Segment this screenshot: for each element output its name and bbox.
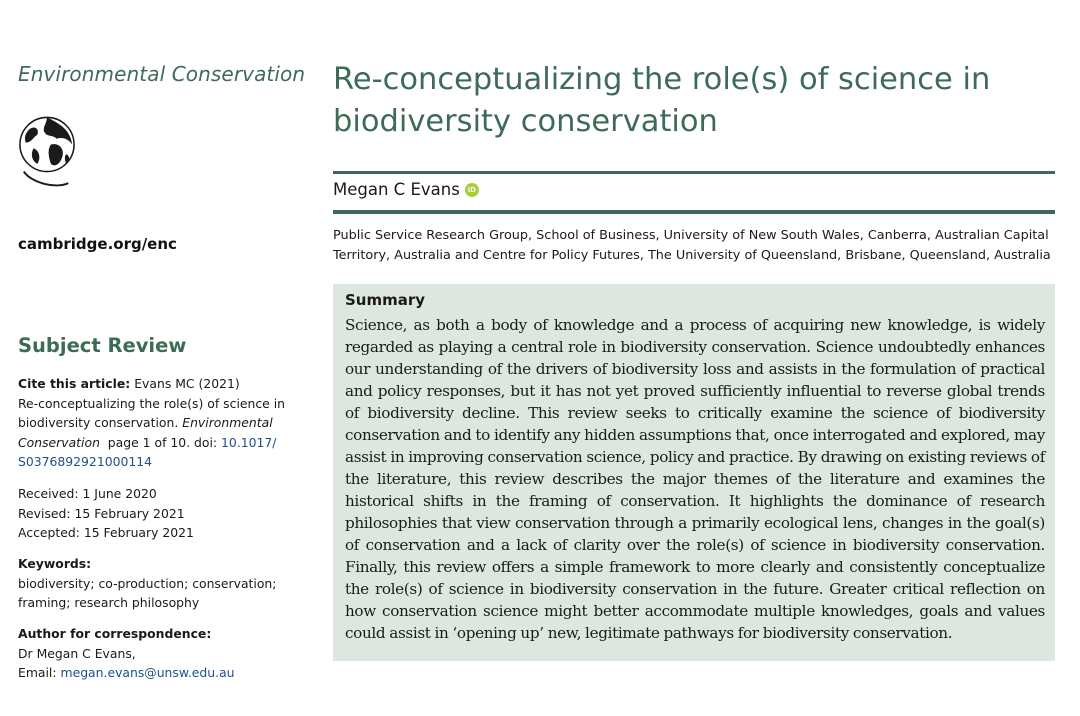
received-date: Received: 1 June 2020: [18, 486, 157, 501]
dates-block: [18, 484, 303, 543]
citation-journal-part1: Environmental: [182, 415, 273, 431]
citation-line1: Evans MC (2021): [134, 376, 240, 391]
accepted-date: Accepted: 15 February 2021: [18, 525, 194, 541]
keywords-line1: biodiversity; co-production; conservation;: [18, 575, 277, 591]
globe-icon: [18, 115, 76, 203]
citation-journal-part2: Conservation: [18, 434, 100, 450]
author-line: [333, 180, 479, 199]
doi-link-part1[interactable]: 10.1017/: [221, 434, 277, 450]
summary-text: Science, as both a body of knowledge and a process of acquiring new knowledge, is widely regarded as playing a central role in biodiversity conservation. Science undoubtedly enhances our understanding of the drivers of biodiversity loss and assists in the formulation of practical and policy responses, but it has not yet proved sufficiently influential to reverse global trends of biodiversity decline. This review seeks to critically examine the science of biodiversity conservation and to identify any hidden assumptions that, once interrogated and explored, may assist in improving conservation science, policy and practice. By drawing on existing reviews of the literature, this review describes the major themes of the literature and examines the historical shifts in the framing of conservation. It highlights the dominance of research philosophies that view conservation through a primarily ecological lens, changes in the goal(s) of conservation and a lack of clarity over the role(s) of science in biodiversity conservation. Finally, this review offers a simple framework to more clearly and consistently conceptualize the role(s) of science in biodiversity conservation in the future. Greater critical reflection on how conservation science might better accommodate multiple knowledges, goals and values could assist in ‘opening up’ new, legitimate pathways for biodiversity conservation.: [345, 316, 1045, 642]
keywords-line2: framing; research philosophy: [18, 595, 200, 611]
summary-heading: Summary: [345, 291, 426, 309]
email-link[interactable]: megan.evans@unsw.edu.au: [60, 665, 235, 681]
affiliation: Public Service Research Group, School of Business, University of New South Wales, Canberra, Australian Capital Territory, Australia and Centre for Policy Futures, The University of Queensland, Brisbane, Queensland, Australia: [333, 228, 1051, 263]
journal-url[interactable]: cambridge.org/enc: [18, 235, 177, 253]
correspondence-label: Author for correspondence:: [18, 626, 212, 641]
article-type: Subject Review: [18, 334, 187, 357]
orcid-icon[interactable]: iD: [465, 183, 479, 197]
keywords-label: Keywords:: [18, 556, 92, 571]
author-name[interactable]: Megan C Evans: [333, 180, 460, 199]
keywords-block: [18, 554, 303, 613]
journal-name: Environmental Conservation: [18, 62, 306, 86]
article-title: Re-conceptualizing the role(s) of science in biodiversity conservation: [333, 62, 991, 139]
title-divider: [333, 171, 1055, 174]
citation-label: Cite this article:: [18, 376, 131, 391]
citation-line3: biodiversity conservation.: [18, 415, 183, 431]
correspondence-block: [18, 624, 303, 683]
sidebar: [18, 62, 306, 681]
author-divider: [333, 210, 1055, 214]
citation-line2: Re-conceptualizing the role(s) of science in: [18, 395, 286, 411]
email-label: Email:: [18, 665, 61, 681]
citation-block: [18, 374, 303, 472]
summary-box: [333, 284, 1055, 661]
doi-link-part2[interactable]: S0376892921000114: [18, 454, 152, 470]
citation-pages: page 1 of 10. doi:: [99, 434, 222, 450]
revised-date: Revised: 15 February 2021: [18, 505, 185, 521]
correspondence-name: Dr Megan C Evans,: [18, 645, 136, 661]
